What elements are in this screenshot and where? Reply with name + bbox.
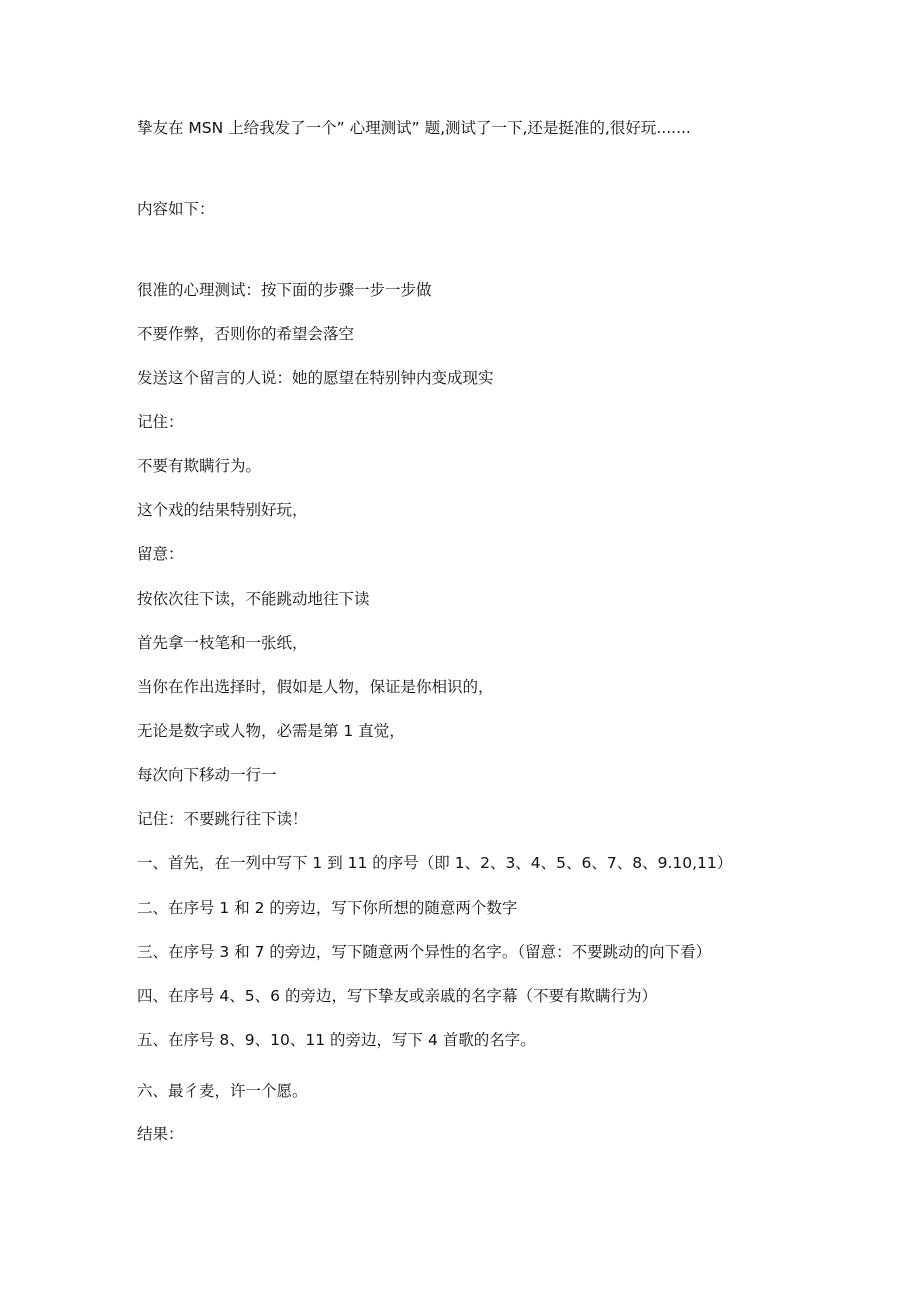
step-line: 五、在序号 8、9、10、11 的旁边，写下 4 首歌的名字。	[137, 1031, 536, 1049]
body-line: 很准的心理测试：按下面的步骤一步一步做	[137, 281, 432, 299]
step-line: 六、最彳麦，许一个愿。	[137, 1082, 308, 1100]
body-line: 记住：不要跳行往下读！	[137, 810, 308, 828]
body-line: 首先拿一枝笔和一张纸，	[137, 634, 308, 652]
step-line: 三、在序号 3 和 7 的旁边，写下随意两个异性的名字。（留意：不要跳动的向下看）	[137, 943, 712, 961]
step-line: 四、在序号 4、5、6 的旁边，写下挚友或亲戚的名字幕（不要有欺瞒行为）	[137, 987, 657, 1005]
intro-paragraph: 挚友在 MSN 上给我发了一个” 心理测试” 题,测试了一下,还是挺准的,很好玩.......	[137, 119, 691, 137]
step-line: 一、首先，在一列中写下 1 到 11 的序号（即 1、2、3、4、5、6、7、8、9.10,11）	[137, 854, 733, 872]
content-label: 内容如下：	[137, 200, 215, 218]
body-line: 当你在作出选择时，假如是人物，保证是你相识的，	[137, 678, 494, 696]
body-line: 每次向下移动一行一	[137, 766, 277, 784]
body-line: 按依次往下读，不能跳动地往下读	[137, 590, 370, 608]
body-line: 无论是数字或人物，必需是第 1 直觉，	[137, 722, 405, 740]
body-line: 留意：	[137, 545, 184, 563]
result-label: 结果：	[137, 1125, 184, 1143]
body-line: 记住：	[137, 413, 184, 431]
body-line: 发送这个留言的人说：她的愿望在特别钟内变成现实	[137, 369, 494, 387]
body-line: 这个戏的结果特别好玩，	[137, 501, 308, 519]
body-line: 不要有欺瞒行为。	[137, 457, 262, 475]
step-line: 二、在序号 1 和 2 的旁边，写下你所想的随意两个数字	[137, 899, 518, 917]
body-line: 不要作弊，否则你的希望会落空	[137, 325, 355, 343]
